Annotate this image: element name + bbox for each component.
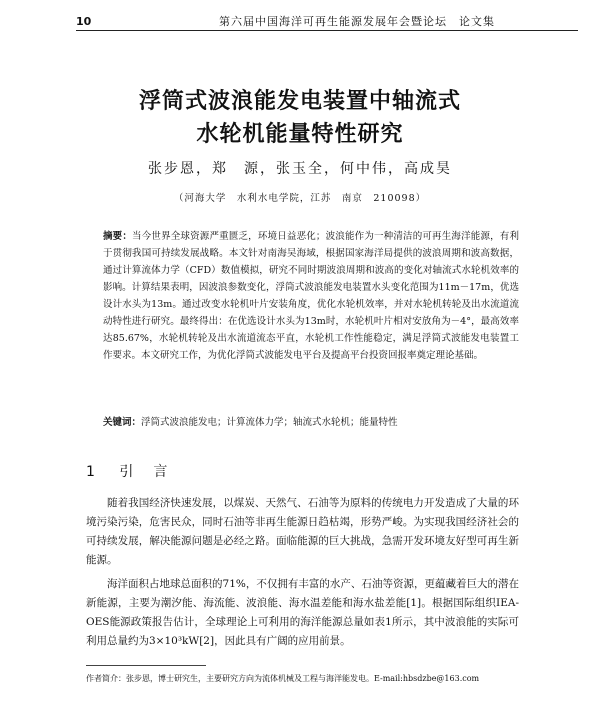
section-title: 引 言 bbox=[119, 464, 171, 480]
keywords-text: 浮筒式波浪能发电；计算流体力学；轴流式水轮机；能量特性 bbox=[141, 417, 398, 428]
affiliation: （河海大学 水利水电学院，江苏 南京 210098） bbox=[173, 193, 427, 204]
section-heading bbox=[86, 461, 170, 481]
keywords bbox=[103, 414, 519, 431]
title-line-1: 浮筒式波浪能发电装置中轴流式 bbox=[138, 89, 461, 114]
abstract-label: 摘要： bbox=[103, 231, 133, 242]
keywords-label: 关键词： bbox=[103, 417, 142, 428]
body-paragraph-2: 海洋面积占地球总面积的71%，不仅拥有丰富的水产、石油等资源，更蕴藏着巨大的潜在新能源，主要为潮汐能、海流能、波浪能、海水温差能和海水盐差能[1]。根据国际组织IEA-OES能源政策报告估计，全球理论上可利用的海洋能源总量如表1所示，其中波浪能的实际可利用总量约为3×10³kW[2]，因此具有广阔的应用前景。 bbox=[86, 578, 519, 647]
author-footnote: 作者简介：张步恩，博士研究生，主要研究方向为流体机械及工程与海洋能发电。E-mail:hbsdzbe@163.com bbox=[86, 674, 480, 683]
page-number: 10 bbox=[76, 14, 92, 28]
abstract bbox=[103, 228, 519, 364]
author-list: 张步恩，郑 源，张玉全，何中伟，高成昊 bbox=[148, 161, 452, 177]
running-header bbox=[76, 12, 578, 31]
abstract-text: 当今世界全球资源严重匮乏，环境日益恶化；波浪能作为一种清洁的可再生海洋能源，有利于贯彻我国可持续发展战略。本文针对南海吴海域，根据国家海洋局提供的波浪周期和波高数据，通过计算流体力学（CFD）数值模拟，研究不同时期波浪周期和波高的变化对轴流式水轮机效率的影响。计算结果表明，因波浪参数变化，浮筒式波浪能发电装置水头变化范围为11m－17m，优选设计水头为13m。通过改变水轮机叶片安装角度，优化水轮机效率，并对水轮机转轮及出水流道流动特性进行研究。最终得出：在优选设计水头为13m时，水轮机叶片相对安放角为－4°，最高效率达85.67%，水轮机转轮及出水流道流态平直，水轮机工作性能稳定，满足浮筒式波能发电装置工作要求。本文研究工作，为优化浮筒式波能发电平台及提高平台投资回报率奠定理论基础。 bbox=[103, 231, 519, 361]
body-paragraph-1: 随着我国经济快速发展，以煤炭、天然气、石油等为原料的传统电力开发造成了大量的环境污染污染，危害民众，同时石油等非再生能源日趋枯竭，形势严峻。为实现我国经济社会的可持续发展，解决能源问题是必经之路。面临能源的巨大挑战，急需开发环境友好型可再生新能源。 bbox=[86, 497, 519, 566]
footnote-rule bbox=[86, 665, 206, 666]
section-number: 1 bbox=[86, 464, 98, 480]
title-line-2: 水轮机能量特性研究 bbox=[196, 122, 404, 147]
running-title: 第六届中国海洋可再生能源发展年会暨论坛 论文集 bbox=[219, 15, 495, 28]
paper-title bbox=[0, 85, 600, 151]
